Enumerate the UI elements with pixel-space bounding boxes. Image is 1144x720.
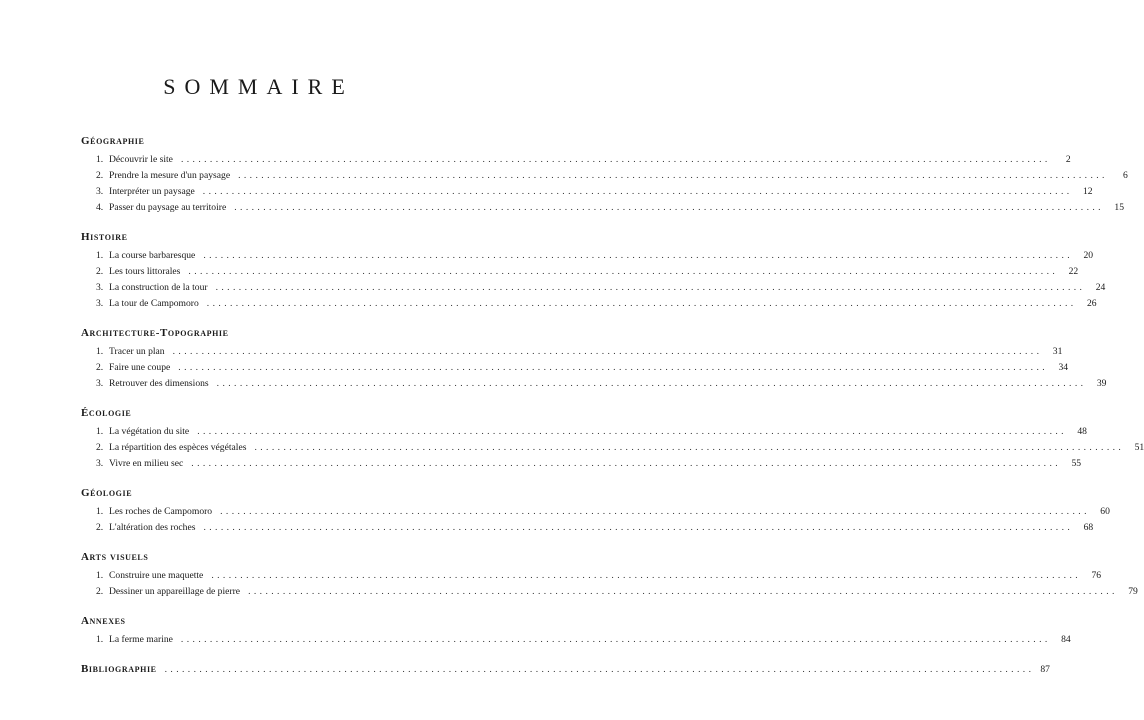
entry-number: 1.: [96, 506, 104, 517]
entry-title: Vivre en milieu sec: [109, 458, 184, 469]
entry-number: 2.: [96, 266, 104, 277]
dot-leader: ......................................................................................................................................................: [191, 458, 1062, 469]
entry-number: 2.: [96, 170, 104, 181]
entry-number: 3.: [96, 458, 104, 469]
toc-section: [81, 134, 1128, 216]
bibliography-entry: [81, 662, 1050, 678]
entry-title: Faire une coupe: [109, 362, 171, 373]
section-heading: Arts visuels: [81, 551, 149, 563]
entry-number: 1.: [96, 634, 104, 645]
toc-entry: [81, 632, 1071, 648]
entry-page-number: 2: [1065, 154, 1071, 165]
entry-page-number: 20: [1083, 250, 1094, 261]
entry-title: Dessiner un appareillage de pierre: [109, 586, 241, 597]
bibliography-page-number: 87: [1040, 664, 1050, 675]
toc-section: [81, 230, 1106, 312]
entry-title: Découvrir le site: [109, 154, 173, 165]
dot-leader: ......................................................................................................................................................: [215, 282, 1086, 293]
toc-entry: [81, 424, 1087, 440]
entry-number: 1.: [96, 346, 104, 357]
entry-page-number: 68: [1083, 522, 1094, 533]
dot-leader: ......................................................................................................................................................: [203, 522, 1074, 533]
entry-page-number: 60: [1100, 506, 1110, 517]
page-title: SOMMAIRE: [163, 74, 354, 99]
toc-entry: [81, 152, 1071, 168]
dot-leader: ......................................................................................................................................................: [178, 362, 1049, 373]
entry-page-number: 55: [1071, 458, 1082, 469]
entry-page-number: 6: [1123, 170, 1128, 181]
entry-page-number: 84: [1061, 634, 1071, 645]
entry-title: La répartition des espèces végétales: [109, 442, 247, 453]
entry-number: 1.: [96, 154, 104, 165]
entry-page-number: 24: [1095, 282, 1106, 293]
entry-title: Interpréter un paysage: [109, 186, 195, 197]
entry-page-number: 48: [1077, 426, 1087, 437]
entry-page-number: 26: [1086, 298, 1097, 309]
entry-title: Les roches de Campomoro: [109, 506, 213, 517]
entry-number: 1.: [96, 426, 104, 437]
toc-entry: [81, 184, 1093, 200]
dot-leader: ......................................................................................................................................................: [180, 154, 1051, 165]
toc-entry: [81, 264, 1079, 280]
toc-section: [81, 550, 1138, 600]
entry-number: 2.: [96, 522, 104, 533]
toc-section: [81, 326, 1107, 392]
section-heading: Géologie: [81, 487, 133, 499]
entry-title: Les tours littorales: [109, 266, 181, 277]
dot-leader: ......................................................................................................................................................: [234, 202, 1104, 213]
dot-leader: ......................................................................................................................................................: [180, 634, 1051, 645]
dot-leader: ......................................................................................................................................................: [172, 346, 1043, 357]
dot-leader: ......................................................................................................................................................: [164, 664, 1035, 675]
section-heading: Écologie: [81, 407, 132, 419]
entry-title: La course barbaresque: [109, 250, 196, 261]
entry-title: Prendre la mesure d'un paysage: [109, 170, 231, 181]
table-of-contents: [81, 134, 1144, 678]
entry-title: Passer du paysage au territoire: [109, 202, 227, 213]
entry-title: Construire une maquette: [109, 570, 204, 581]
toc-entry: [81, 456, 1082, 472]
entry-number: 2.: [96, 586, 104, 597]
toc-entry: [81, 584, 1138, 600]
dot-leader: ......................................................................................................................................................: [203, 250, 1074, 261]
dot-leader: ......................................................................................................................................................: [238, 170, 1108, 181]
toc-entry: [81, 440, 1144, 456]
entry-title: L'altération des roches: [109, 522, 196, 533]
entry-title: La végétation du site: [109, 426, 190, 437]
entry-page-number: 34: [1058, 362, 1069, 373]
entry-page-number: 76: [1091, 570, 1102, 581]
dot-leader: ......................................................................................................................................................: [211, 570, 1082, 581]
entry-page-number: 79: [1128, 586, 1138, 597]
toc-entry: [81, 504, 1110, 520]
section-heading: Histoire: [81, 231, 128, 243]
dot-leader: ......................................................................................................................................................: [254, 442, 1125, 453]
dot-leader: ......................................................................................................................................................: [220, 506, 1090, 517]
entry-number: 3.: [96, 186, 104, 197]
entry-page-number: 12: [1082, 186, 1093, 197]
toc-entry: [81, 280, 1106, 296]
entry-page-number: 22: [1068, 266, 1079, 277]
entry-number: 3.: [96, 378, 104, 389]
entry-number: 3.: [96, 282, 104, 293]
entry-page-number: 31: [1052, 346, 1063, 357]
entry-number: 1.: [96, 250, 104, 261]
entry-number: 4.: [96, 202, 104, 213]
toc-entry: [81, 360, 1069, 376]
entry-title: La construction de la tour: [109, 282, 208, 293]
section-heading: Annexes: [81, 615, 126, 627]
toc-entry: [81, 296, 1097, 312]
toc-entry: [81, 248, 1094, 264]
toc-entry: [81, 520, 1094, 536]
dot-leader: ......................................................................................................................................................: [197, 426, 1067, 437]
entry-number: 2.: [96, 442, 104, 453]
toc-section: [81, 486, 1110, 536]
entry-title: La tour de Campomoro: [109, 298, 199, 309]
dot-leader: ......................................................................................................................................................: [216, 378, 1087, 389]
entry-number: 1.: [96, 570, 104, 581]
entry-title: La ferme marine: [109, 634, 173, 645]
toc-entry: [81, 376, 1107, 392]
toc-entry: [81, 200, 1124, 216]
entry-number: 3.: [96, 298, 104, 309]
entry-page-number: 51: [1134, 442, 1144, 453]
toc-entry: [81, 344, 1063, 360]
dot-leader: ......................................................................................................................................................: [188, 266, 1059, 277]
section-heading: Architecture-Topographie: [81, 327, 229, 339]
dot-leader: ......................................................................................................................................................: [206, 298, 1077, 309]
dot-leader: ......................................................................................................................................................: [248, 586, 1118, 597]
toc-entry: [81, 168, 1128, 184]
toc-section: [81, 406, 1144, 472]
section-heading: Géographie: [81, 135, 145, 147]
entry-page-number: 39: [1096, 378, 1107, 389]
dot-leader: ......................................................................................................................................................: [202, 186, 1073, 197]
entry-page-number: 15: [1114, 202, 1124, 213]
toc-section: [81, 614, 1071, 648]
bibliography-heading: Bibliographie: [81, 663, 157, 675]
entry-number: 2.: [96, 362, 104, 373]
entry-title: Tracer un plan: [109, 346, 165, 357]
entry-title: Retrouver des dimensions: [109, 378, 209, 389]
toc-entry: [81, 568, 1102, 584]
